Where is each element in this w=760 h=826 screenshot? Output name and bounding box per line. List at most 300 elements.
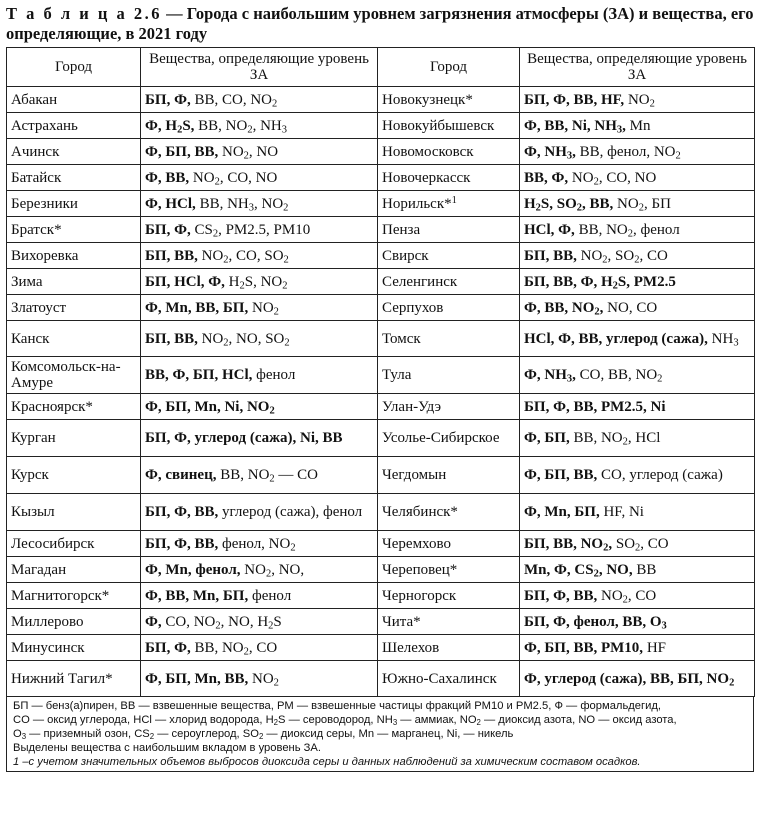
subscript: 2 xyxy=(602,254,608,266)
substance-text: БП, ВВ, xyxy=(145,330,202,347)
city-name: Вихоревка xyxy=(11,247,79,264)
table-row xyxy=(7,557,755,583)
city-cell xyxy=(7,420,141,457)
subscript: 2 xyxy=(634,254,640,266)
substance-text: NO xyxy=(571,169,594,186)
substances-cell xyxy=(141,191,378,217)
table-number: Т а б л и ц а 2.6 xyxy=(6,4,163,23)
substances-cell xyxy=(520,87,755,113)
subscript: 3 xyxy=(733,337,739,349)
subscript: 2 xyxy=(649,98,655,110)
header-city-right: Город xyxy=(378,48,520,87)
table-row xyxy=(7,87,755,113)
footnote-text: — диоксид азота, NO — оксид азота, xyxy=(480,714,677,726)
table-row xyxy=(7,609,755,635)
subscript: 2 xyxy=(593,176,599,188)
substance-text: углерод (сажа), фенол xyxy=(221,504,363,520)
substances-cell xyxy=(141,269,378,295)
substances-cell xyxy=(141,531,378,557)
substance-text: БП, Ф, ВВ, xyxy=(145,504,222,520)
city-name: Миллерово xyxy=(11,613,84,630)
substance-text: S xyxy=(273,613,282,630)
city-cell xyxy=(7,113,141,139)
subscript: 3 xyxy=(566,373,573,385)
city-cell xyxy=(378,661,520,697)
substance-text: Ф, H xyxy=(145,117,178,134)
substance-text: , CO xyxy=(640,535,669,552)
city-cell xyxy=(378,583,520,609)
table-row xyxy=(7,139,755,165)
city-name: Златоуст xyxy=(11,299,67,316)
substance-text: , NO xyxy=(254,195,284,212)
table-row xyxy=(7,243,755,269)
city-cell xyxy=(378,87,520,113)
substance-text: , БП xyxy=(643,195,671,212)
substance-text: H xyxy=(524,195,536,212)
substance-text: Ф, БП, Mn, ВВ, xyxy=(145,670,252,687)
table-row xyxy=(7,269,755,295)
substances-cell xyxy=(520,269,755,295)
substance-text: NO xyxy=(580,247,603,264)
footnote-text: — сероуглерод, SO xyxy=(154,728,259,740)
substance-text: ВВ, CO, NO xyxy=(194,91,272,108)
city-cell xyxy=(7,557,141,583)
substance-text: ВВ, NO xyxy=(198,117,248,134)
substance-text: , SO xyxy=(607,247,635,264)
substance-text: , xyxy=(572,143,580,160)
footnote-text: — аммиак, NO xyxy=(397,714,477,726)
subscript: 2 xyxy=(638,202,644,214)
substance-text: Ф, HCl, xyxy=(145,195,200,212)
substance-text: фенол xyxy=(251,587,292,604)
substance-text: Ф, NH xyxy=(524,367,567,383)
city-name: Канск xyxy=(11,330,50,347)
substances-cell xyxy=(520,557,755,583)
substances-cell xyxy=(141,394,378,420)
substance-text: Ф, xyxy=(145,613,166,630)
table-row xyxy=(7,394,755,420)
city-cell xyxy=(378,531,520,557)
substance-text: NO xyxy=(201,330,224,347)
substance-text: , NO, H xyxy=(220,613,269,630)
table-row xyxy=(7,531,755,557)
substance-text: , NO, xyxy=(271,561,305,578)
substances-cell xyxy=(141,113,378,139)
substances-cell xyxy=(141,661,378,697)
substances-cell xyxy=(520,531,755,557)
substance-text: NO xyxy=(201,247,224,264)
subscript: 2 xyxy=(149,731,155,741)
subscript: 2 xyxy=(271,98,278,110)
city-cell xyxy=(378,139,520,165)
city-cell xyxy=(7,609,141,635)
substance-text: БП, Ф, ВВ, xyxy=(145,535,222,552)
substance-text: фенол, NO xyxy=(221,535,291,552)
substance-text: ВВ, Ф, БП, HCl, xyxy=(145,367,257,383)
footnote-line xyxy=(13,755,749,769)
table-row xyxy=(7,661,755,697)
subscript: 2 xyxy=(269,405,275,417)
subscript: 2 xyxy=(177,124,183,136)
city-name: Новочеркасск xyxy=(382,169,471,186)
footnote-mark: 1 xyxy=(451,194,457,206)
table-row xyxy=(7,191,755,217)
table-row xyxy=(7,321,755,357)
subscript: 2 xyxy=(273,717,279,727)
subscript: 2 xyxy=(239,280,245,292)
subscript: 2 xyxy=(283,254,289,266)
city-cell xyxy=(7,635,141,661)
table-row xyxy=(7,357,755,394)
substance-text: , CO xyxy=(639,247,668,264)
substance-text: HF xyxy=(646,639,666,656)
city-name: Свирск xyxy=(382,247,429,264)
subscript: 2 xyxy=(476,717,481,727)
city-name: Новомосковск xyxy=(382,143,474,160)
subscript: 2 xyxy=(247,124,253,136)
subscript: 2 xyxy=(622,436,628,448)
city-cell xyxy=(378,494,520,531)
substance-text: ВВ, NO xyxy=(573,430,623,446)
substances-cell xyxy=(141,557,378,583)
substances-cell xyxy=(520,609,755,635)
subscript: 3 xyxy=(616,124,623,136)
substances-cell xyxy=(520,113,755,139)
subscript: 2 xyxy=(535,202,541,214)
subscript: 2 xyxy=(214,176,220,188)
table-row xyxy=(7,113,755,139)
substances-cell xyxy=(520,583,755,609)
city-name: Новокузнецк* xyxy=(382,91,473,108)
city-name: Комсомольск-на-Амуре xyxy=(11,359,121,391)
substance-text: БП, HCl, Ф, xyxy=(145,273,229,290)
city-cell xyxy=(7,357,141,394)
substance-text: , CO xyxy=(248,639,278,656)
substance-text: S, SO xyxy=(540,195,577,212)
substances-cell xyxy=(141,139,378,165)
substances-cell xyxy=(520,295,755,321)
substance-text: NO xyxy=(627,91,650,108)
substance-text: БП, ВВ, Ф, H xyxy=(524,273,613,290)
substances-cell xyxy=(141,217,378,243)
substance-text: Ф, свинец, xyxy=(145,467,221,483)
substances-cell xyxy=(520,457,755,494)
footnote-text: 1 –с учетом значительных объемов выбросов диоксида серы и данных наблюдений за химическим составом осадков. xyxy=(13,756,641,768)
subscript: 2 xyxy=(576,202,583,214)
table-row xyxy=(7,494,755,531)
substance-text: Ф, БП, ВВ, PM10, xyxy=(524,639,647,656)
city-name: Кызыл xyxy=(11,504,55,520)
footnote-text: Выделены вещества с наибольшим вкладом в уровень ЗА. xyxy=(13,742,321,754)
substance-text: , NH xyxy=(252,117,282,134)
city-name: Томск xyxy=(382,330,421,347)
footnote-text: БП — бенз(а)пирен, ВВ — взвешенные вещества, PM — взвешенные частицы фракций PM10 и PM2.5, Ф — формальдегид, xyxy=(13,700,661,712)
city-cell xyxy=(378,420,520,457)
substance-text: NO xyxy=(244,561,266,578)
substance-text: Mn, Ф, CS xyxy=(524,561,594,578)
city-cell xyxy=(378,295,520,321)
footnote-text: — приземный озон, CS xyxy=(26,728,150,740)
subscript: 3 xyxy=(21,731,27,741)
substance-text: CO, ВВ, NO xyxy=(579,367,658,383)
city-cell xyxy=(7,165,141,191)
subscript: 2 xyxy=(215,620,221,632)
subscript: 2 xyxy=(223,337,229,349)
subscript: 2 xyxy=(729,677,735,689)
substances-cell xyxy=(520,217,755,243)
substance-text: БП, Ф, ВВ, PM2.5, Ni xyxy=(524,398,666,415)
substances-cell xyxy=(141,321,378,357)
substance-text: Ф, NH xyxy=(524,143,567,160)
city-cell xyxy=(378,357,520,394)
city-cell xyxy=(7,243,141,269)
table-row xyxy=(7,457,755,494)
city-cell xyxy=(7,321,141,357)
city-name: Магнитогорск* xyxy=(11,587,110,604)
subscript: 3 xyxy=(661,620,667,632)
subscript: 2 xyxy=(290,542,296,554)
table-title xyxy=(6,4,754,44)
substance-text: Ф, Mn, фенол, xyxy=(145,561,245,578)
city-name: Черногорск xyxy=(382,587,457,604)
city-name: Чегдомын xyxy=(382,467,447,483)
subscript: 2 xyxy=(258,731,264,741)
subscript: 2 xyxy=(212,228,219,240)
substance-text: ВВ, NO xyxy=(578,221,628,238)
table-caption: — Города с наибольшим уровнем загрязнения атмосферы (ЗА) и вещества, его определяющие, в 2021 году xyxy=(6,4,754,43)
city-name: Новокуйбышевск xyxy=(382,117,495,134)
substances-cell xyxy=(520,420,755,457)
footnote-line xyxy=(13,741,749,755)
city-name: Южно-Сахалинск xyxy=(382,670,497,687)
city-cell xyxy=(378,321,520,357)
city-name: Шелехов xyxy=(382,639,440,656)
subscript: 2 xyxy=(603,542,609,554)
substances-cell xyxy=(141,295,378,321)
substances-cell xyxy=(141,609,378,635)
subscript: 2 xyxy=(612,280,618,292)
substance-text: NO, CO xyxy=(607,299,658,316)
city-cell xyxy=(7,531,141,557)
subscript: 2 xyxy=(593,568,599,580)
substance-text: , HCl xyxy=(627,430,661,446)
city-cell xyxy=(7,583,141,609)
city-name: Ачинск xyxy=(11,143,60,160)
city-cell xyxy=(378,394,520,420)
substance-text: , NO, xyxy=(598,561,637,578)
city-name: Астрахань xyxy=(11,117,78,134)
city-name: Зима xyxy=(11,273,43,290)
footnote-text: O xyxy=(13,728,22,740)
substance-text: NO xyxy=(221,143,244,160)
city-cell xyxy=(378,457,520,494)
city-name: Курган xyxy=(11,430,56,446)
substance-text: фенол xyxy=(256,367,296,383)
city-name: Селенгинск xyxy=(382,273,458,290)
city-name: Минусинск xyxy=(11,639,85,656)
city-name: Чита* xyxy=(382,613,421,630)
city-cell xyxy=(7,295,141,321)
subscript: 2 xyxy=(243,150,249,162)
substance-text: БП, ВВ, xyxy=(145,247,202,264)
footnote-text: — диоксид серы, Mn — марганец, Ni, — никель xyxy=(263,728,514,740)
subscript: 3 xyxy=(281,124,288,136)
substance-text: NO xyxy=(600,587,623,604)
substance-text: , xyxy=(608,535,616,552)
substance-text: БП, Ф, xyxy=(145,221,195,238)
substance-text: CO, углерод (сажа) xyxy=(600,467,723,483)
city-cell xyxy=(378,113,520,139)
subscript: 2 xyxy=(273,677,279,689)
header-row xyxy=(7,48,755,87)
substance-text: NO xyxy=(617,195,639,212)
substance-text: Ф, ВВ, xyxy=(145,169,193,186)
city-name: Усолье-Сибирское xyxy=(382,430,500,446)
substance-text: , CO, NO xyxy=(598,169,657,186)
footnote-line xyxy=(13,713,749,727)
subscript: 2 xyxy=(269,473,275,485)
table-row xyxy=(7,420,755,457)
subscript: 3 xyxy=(392,717,398,727)
substance-text: NO xyxy=(251,670,274,687)
substance-text: БП, Ф, углерод (сажа), Ni, ВВ xyxy=(145,430,343,446)
substance-text: Ф, Mn, БП, xyxy=(524,504,604,520)
substance-text: , CO, SO xyxy=(228,247,284,264)
subscript: 2 xyxy=(268,620,274,632)
substance-text: CO, NO xyxy=(165,613,216,630)
substance-text: ВВ, NO xyxy=(220,467,270,483)
table-row xyxy=(7,295,755,321)
substances-cell xyxy=(520,165,755,191)
city-name: Красноярск* xyxy=(11,398,93,415)
substances-cell xyxy=(520,635,755,661)
substance-text: S, NO xyxy=(244,273,283,290)
substances-cell xyxy=(141,494,378,531)
city-cell xyxy=(378,269,520,295)
substance-text: Ф, Mn, ВВ, БП, xyxy=(145,299,252,316)
substance-text: ВВ, NH xyxy=(199,195,249,212)
substances-cell xyxy=(141,357,378,394)
subscript: 2 xyxy=(657,373,663,385)
substances-cell xyxy=(141,420,378,457)
substance-text: , NO, SO xyxy=(228,330,285,347)
substance-text: NO xyxy=(192,169,215,186)
substance-text: ВВ, NO xyxy=(194,639,244,656)
subscript: 2 xyxy=(594,306,600,318)
subscript: 2 xyxy=(283,202,289,214)
substance-text: ВВ, фенол, NO xyxy=(579,143,676,160)
city-name: Челябинск* xyxy=(382,504,458,520)
substance-text: ВВ xyxy=(636,561,657,578)
city-name: Магадан xyxy=(11,561,67,578)
substances-cell xyxy=(520,394,755,420)
table-body xyxy=(7,87,755,697)
subscript: 2 xyxy=(284,337,290,349)
substances-cell xyxy=(141,165,378,191)
substance-text: S, xyxy=(182,117,199,134)
substances-cell xyxy=(520,661,755,697)
city-name: Пенза xyxy=(382,221,421,238)
subscript: 2 xyxy=(273,306,279,318)
substance-text: , ВВ, xyxy=(582,195,618,212)
subscript: 2 xyxy=(243,646,249,658)
table-row xyxy=(7,635,755,661)
city-cell xyxy=(7,87,141,113)
city-cell xyxy=(7,191,141,217)
city-name: Курск xyxy=(11,467,49,483)
substance-text: S, PM2.5 xyxy=(617,273,676,290)
city-cell xyxy=(378,165,520,191)
city-cell xyxy=(378,191,520,217)
substances-cell xyxy=(520,357,755,394)
footnotes xyxy=(6,697,754,772)
substance-text: Ф, БП, xyxy=(524,430,574,446)
city-name: Нижний Тагил* xyxy=(11,670,113,687)
city-cell xyxy=(378,635,520,661)
city-cell xyxy=(7,139,141,165)
substances-cell xyxy=(141,583,378,609)
substance-text: БП, Ф, ВВ, HF, xyxy=(524,91,628,108)
subscript: 2 xyxy=(622,594,628,606)
city-cell xyxy=(378,557,520,583)
substance-text: Ф, БП, Mn, Ni, NO xyxy=(145,398,270,415)
substance-text: , xyxy=(622,117,630,134)
city-cell xyxy=(378,609,520,635)
substance-text: NH xyxy=(711,330,734,347)
footnote-text: S — сероводород, NH xyxy=(278,714,393,726)
header-substances-right: Вещества, определяющие уровень ЗА xyxy=(520,48,755,87)
subscript: 2 xyxy=(627,228,633,240)
substances-cell xyxy=(141,635,378,661)
substance-text: , NO xyxy=(248,143,279,160)
city-name: Братск* xyxy=(11,221,62,238)
substance-text: ВВ, Ф, xyxy=(524,169,572,186)
substances-cell xyxy=(141,87,378,113)
substance-text: Ф, ВВ, Mn, БП, xyxy=(145,587,252,604)
city-cell xyxy=(7,457,141,494)
substance-text: БП, Ф, xyxy=(145,91,195,108)
city-cell xyxy=(7,217,141,243)
substances-cell xyxy=(520,243,755,269)
substance-text: , xyxy=(599,299,608,316)
substance-text: , фенол xyxy=(633,221,680,238)
header-substances-left: Вещества, определяющие уровень ЗА xyxy=(141,48,378,87)
subscript: 2 xyxy=(265,568,272,580)
city-name: Улан-Удэ xyxy=(382,398,442,415)
substance-text: Ф, углерод (сажа), ВВ, БП, NO xyxy=(524,670,730,687)
substances-cell xyxy=(520,321,755,357)
subscript: 2 xyxy=(223,254,229,266)
table-row xyxy=(7,217,755,243)
subscript: 3 xyxy=(566,150,573,162)
substance-text: БП, ВВ, xyxy=(524,247,581,264)
substance-text: БП, ВВ, NO xyxy=(524,535,604,552)
substance-text: , CO xyxy=(627,587,657,604)
substance-text: — CO xyxy=(274,467,319,483)
city-name: Батайск xyxy=(11,169,62,186)
substances-cell xyxy=(520,494,755,531)
city-name: Абакан xyxy=(11,91,58,108)
substance-text: БП, Ф, ВВ, xyxy=(524,587,601,604)
substance-text: SO xyxy=(615,535,636,552)
substance-text: , PM2.5, PM10 xyxy=(218,221,311,238)
substance-text: Mn xyxy=(629,117,651,134)
substance-text: Ф, БП, ВВ, xyxy=(524,467,601,483)
substance-text: Ф, ВВ, NO xyxy=(524,299,595,316)
substances-cell xyxy=(520,191,755,217)
substances-cell xyxy=(141,457,378,494)
substance-text: HCl, Ф, ВВ, углерод (сажа), xyxy=(524,330,712,347)
